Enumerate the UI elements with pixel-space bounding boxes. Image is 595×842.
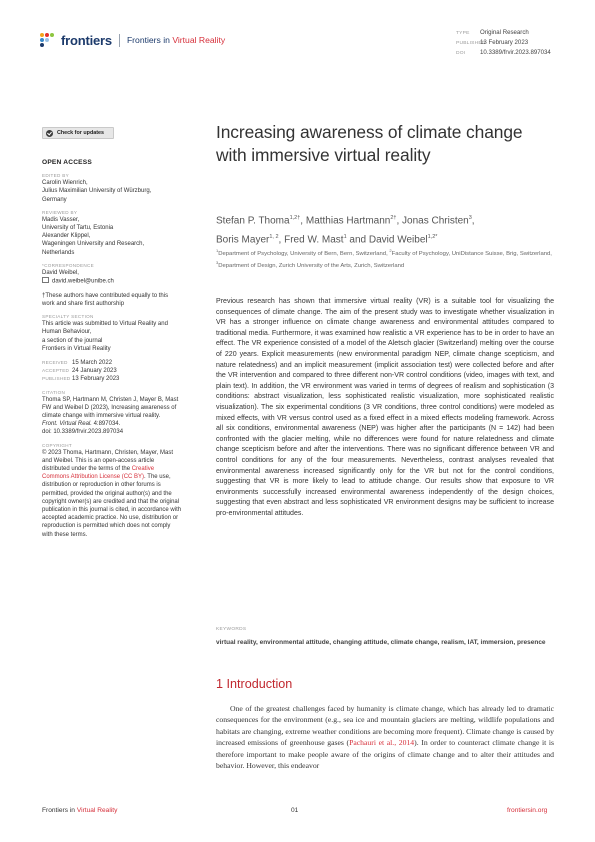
date-accepted: ACCEPTED 24 January 2023 bbox=[42, 368, 117, 375]
check-updates-label: Check for updates bbox=[57, 130, 105, 136]
footer-journal: Frontiers in Virtual Reality bbox=[42, 807, 118, 814]
author-name[interactable]: Stefan P. Thoma bbox=[216, 215, 290, 227]
meta-row-published: PUBLISHED13 February 2023 bbox=[456, 39, 529, 46]
meta-row-type: TYPE Original Research bbox=[456, 29, 529, 36]
equal-contribution-note: †These authors have contributed equally to this work and share first authorship bbox=[42, 292, 169, 307]
affiliation-marker: 1 bbox=[216, 248, 219, 253]
article-meta bbox=[456, 28, 551, 58]
open-access-label: OPEN ACCESS bbox=[42, 159, 92, 166]
affiliation-text: Faculty of Psychology, UniDistance Suisse, Brig, Switzerland, bbox=[391, 250, 552, 257]
author-affiliation-marker: 1,2† bbox=[289, 215, 301, 221]
affiliations bbox=[216, 247, 556, 270]
check-for-updates-button[interactable] bbox=[42, 127, 114, 139]
author-name[interactable]: Boris Mayer bbox=[216, 234, 270, 246]
footer-site-link[interactable]: frontiersin.org bbox=[507, 807, 548, 814]
section-heading-introduction: 1 Introduction bbox=[216, 677, 293, 691]
correspondence-email-row[interactable] bbox=[42, 277, 182, 286]
frontiers-logo-icon bbox=[40, 33, 58, 47]
copyright-text: © 2023 Thoma, Hartmann, Christen, Mayer, Mast and Weibel. This is an open-access article distributed under the terms of the Creative Commons Attribution License (CC BY). The use, distribution or reproduction in other forums is permitted, provided the original author(s) and the copyright owner(s) are credited and that the original publication in this journal is cited, in accordance with accepted academic practice. No use, distribution or reproduction is permitted which does not comply with these terms. bbox=[42, 449, 182, 538]
edited-by-block: EDITED BY Carolin Wienrich, Julius Maximilian University of Würzburg, Germany bbox=[42, 173, 182, 204]
specialty-block: SPECIALTY SECTION This article was submitted to Virtual Reality and Human Behaviour, a section of the journal Frontiers in Virtual Reality bbox=[42, 314, 182, 353]
abstract-text: Previous research has shown that immersive virtual reality (VR) is a suitable tool for visualizing the consequences of climate change. The aim of the present study was to investigate whether visualization in VR has a stronger influence on climate change awareness and environmental attitudes compared to traditional media. Furthermore, it was examined how realistic a VR experience has to be in order to have an effect. The VR experience consisted of a model of the Aletsch glacier (Switzerland) melting over the course of 220 years. Explicit measurements (new environmental paradigm NEP, climate change scepticism, and nature relatedness) and an implicit measurement (implicit association test) were collected before and after the VR intervention and compared to three different non-VR control conditions (video, images with text, and plain text). In addition, the VR environment was varied in terms of degrees of realism and sophistication (3 conditions: abstract visualization, less sophisticated realistic visualization, more sophisticated realistic visualization). The six experimental conditions (3 VR conditions, three control conditions) were modeled as mixed effects, with VR versus control used as a fixed effect in a mixed effects modeling framework. Across all six conditions, environmental awareness (NEP) was higher after the participants (N = 142) had been confronted with the glacier melting, while no differences were found for nature relatedness and climate change scepticism before and after the interventions. There was no significant difference between VR and control conditions for any of the four measurements. Nevertheless, contrast analyses revealed that environmental awareness increased significantly only for the VR but not for the control conditions, suggesting that VR is more likely to lead to attitude change. Our results show that exposure to VR environments successfully increased environmental awareness independently of the design choices, suggesting that even abstract and less sophisticated VR environment designs may be sufficient to increase pro-environmental attitudes. bbox=[216, 298, 554, 517]
author-name[interactable]: Jonas Christen bbox=[402, 215, 469, 227]
introduction-paragraph: One of the greatest challenges faced by humanity is climate change, which has already led to dramatic consequences for the environment (e.g., sea ice and mountain glaciers are melting, wildlife populations and habitats are changing, extreme weather conditions are becoming more frequent). Climate change is caused by increased emissions of greenhouse gases (Pachauri et al., 2014). In order to counteract climate change it is therefore important to make people aware of the origins of climate change and to alter their attitudes and behavior. However, this endeavor bbox=[216, 704, 554, 771]
author-affiliation-marker: 3 bbox=[468, 215, 472, 221]
author-name[interactable]: David Weibel bbox=[368, 234, 428, 246]
author-affiliation-marker: 2† bbox=[390, 215, 397, 221]
brand-name: frontiers bbox=[61, 32, 112, 48]
frontiers-logo[interactable] bbox=[40, 32, 225, 48]
keywords-label: KEYWORDS bbox=[216, 627, 247, 632]
journal-prefix: Frontiers in bbox=[126, 35, 170, 45]
citation-block: CITATION Thoma SP, Hartmann M, Christen J, Mayer B, Mast FW and Weibel D (2023), Increasing awareness of climate change with immersive virtual reality. Front. Virtual Real. 4:897034. doi: 10.3389/frvir.2023.897034 bbox=[42, 390, 182, 437]
affiliation-marker: 2 bbox=[389, 248, 392, 253]
specialty-text: This article was submitted to Virtual Reality and Human Behaviour, a section of the journal Frontiers in Virtual Reality bbox=[42, 321, 168, 352]
logo-divider bbox=[119, 34, 120, 47]
reviewed-by-block: REVIEWED BY Madis Vasser, University of Tartu, Estonia Alexander Klippel, Wageningen University and Research, Netherlands bbox=[42, 210, 182, 257]
date-published: PUBLISHED 13 February 2023 bbox=[42, 376, 120, 383]
author-name[interactable]: Fred W. Mast bbox=[284, 234, 344, 246]
copyright-block: COPYRIGHT © 2023 Thoma, Hartmann, Christen, Mayer, Mast and Weibel. This is an open-access article distributed under the terms of the Creative Commons Attribution License (CC BY). The use, distribution or reproduction in other forums is permitted, provided the original author(s) and the copyright owner(s) are credited and that the original publication in this journal is cited, in accordance with accepted academic practice. No use, distribution or reproduction is permitted which does not comply with these terms. bbox=[42, 442, 182, 538]
journal-accent: Virtual Reality bbox=[172, 35, 226, 45]
check-updates-icon bbox=[46, 130, 53, 137]
cc-license-link[interactable]: Creative Commons Attribution License (CC BY) bbox=[42, 465, 155, 481]
author-affiliation-marker: 1 bbox=[343, 234, 347, 241]
affiliation-text: Department of Psychology, University of Bern, Bern, Switzerland, bbox=[218, 250, 390, 257]
edited-by-text: Carolin Wienrich, Julius Maximilian University of Würzburg, Germany bbox=[42, 180, 152, 203]
affiliation-text: Department of Design, Zurich University of the Arts, Zurich, Switzerland bbox=[218, 262, 405, 269]
dates-block bbox=[42, 359, 182, 384]
author-name[interactable]: Matthias Hartmann bbox=[305, 215, 391, 227]
meta-row-doi: DOI 10.3389/frvir.2023.897034 bbox=[456, 49, 551, 56]
keywords-list: virtual reality, environmental attitude, changing attitude, climate change, realism, IAT, immersion, presence bbox=[216, 639, 546, 646]
author-list: Stefan P. Thoma$^{1,2\dagger}$, Matthias Hartmann$^{2\dagger}$, Jonas Christen$^3$, Boris Mayer$^{1, 2}$, Fred W. Mast$^1$ and David Weibel$^{1,2*}$ bbox=[216, 215, 475, 246]
citation-text: Thoma SP, Hartmann M, Christen J, Mayer B, Mast FW and Weibel D (2023), Increasing awareness of climate change with immersive virtual reality. Front. Virtual Real. 4:897034. doi: 10.3389/frvir.2023.897034 bbox=[42, 396, 179, 436]
mail-icon bbox=[42, 277, 49, 283]
correspondence-name: David Weibel, bbox=[42, 269, 79, 276]
date-received: RECEIVED 15 March 2022 bbox=[42, 359, 113, 366]
correspondence-block: *CORRESPONDENCE David Weibel, david.weibel@unibe.ch bbox=[42, 263, 182, 286]
reviewed-by-text: Madis Vasser, University of Tartu, Estonia Alexander Klippel, Wageningen University and Research, Netherlands bbox=[42, 216, 145, 256]
page-number: 01 bbox=[291, 807, 299, 814]
affiliation-marker: 3 bbox=[216, 259, 219, 265]
author-affiliation-marker: 1,2* bbox=[427, 234, 438, 241]
article-title: Increasing awareness of climate change with immersive virtual reality bbox=[216, 122, 523, 165]
citation-link[interactable]: Pachauri et al., 2014 bbox=[349, 738, 415, 748]
article-sidebar bbox=[42, 159, 182, 545]
correspondence-email[interactable]: david.weibel@unibe.ch bbox=[52, 278, 114, 285]
author-affiliation-marker: 1, 2 bbox=[269, 234, 279, 241]
journal-name bbox=[127, 35, 225, 45]
